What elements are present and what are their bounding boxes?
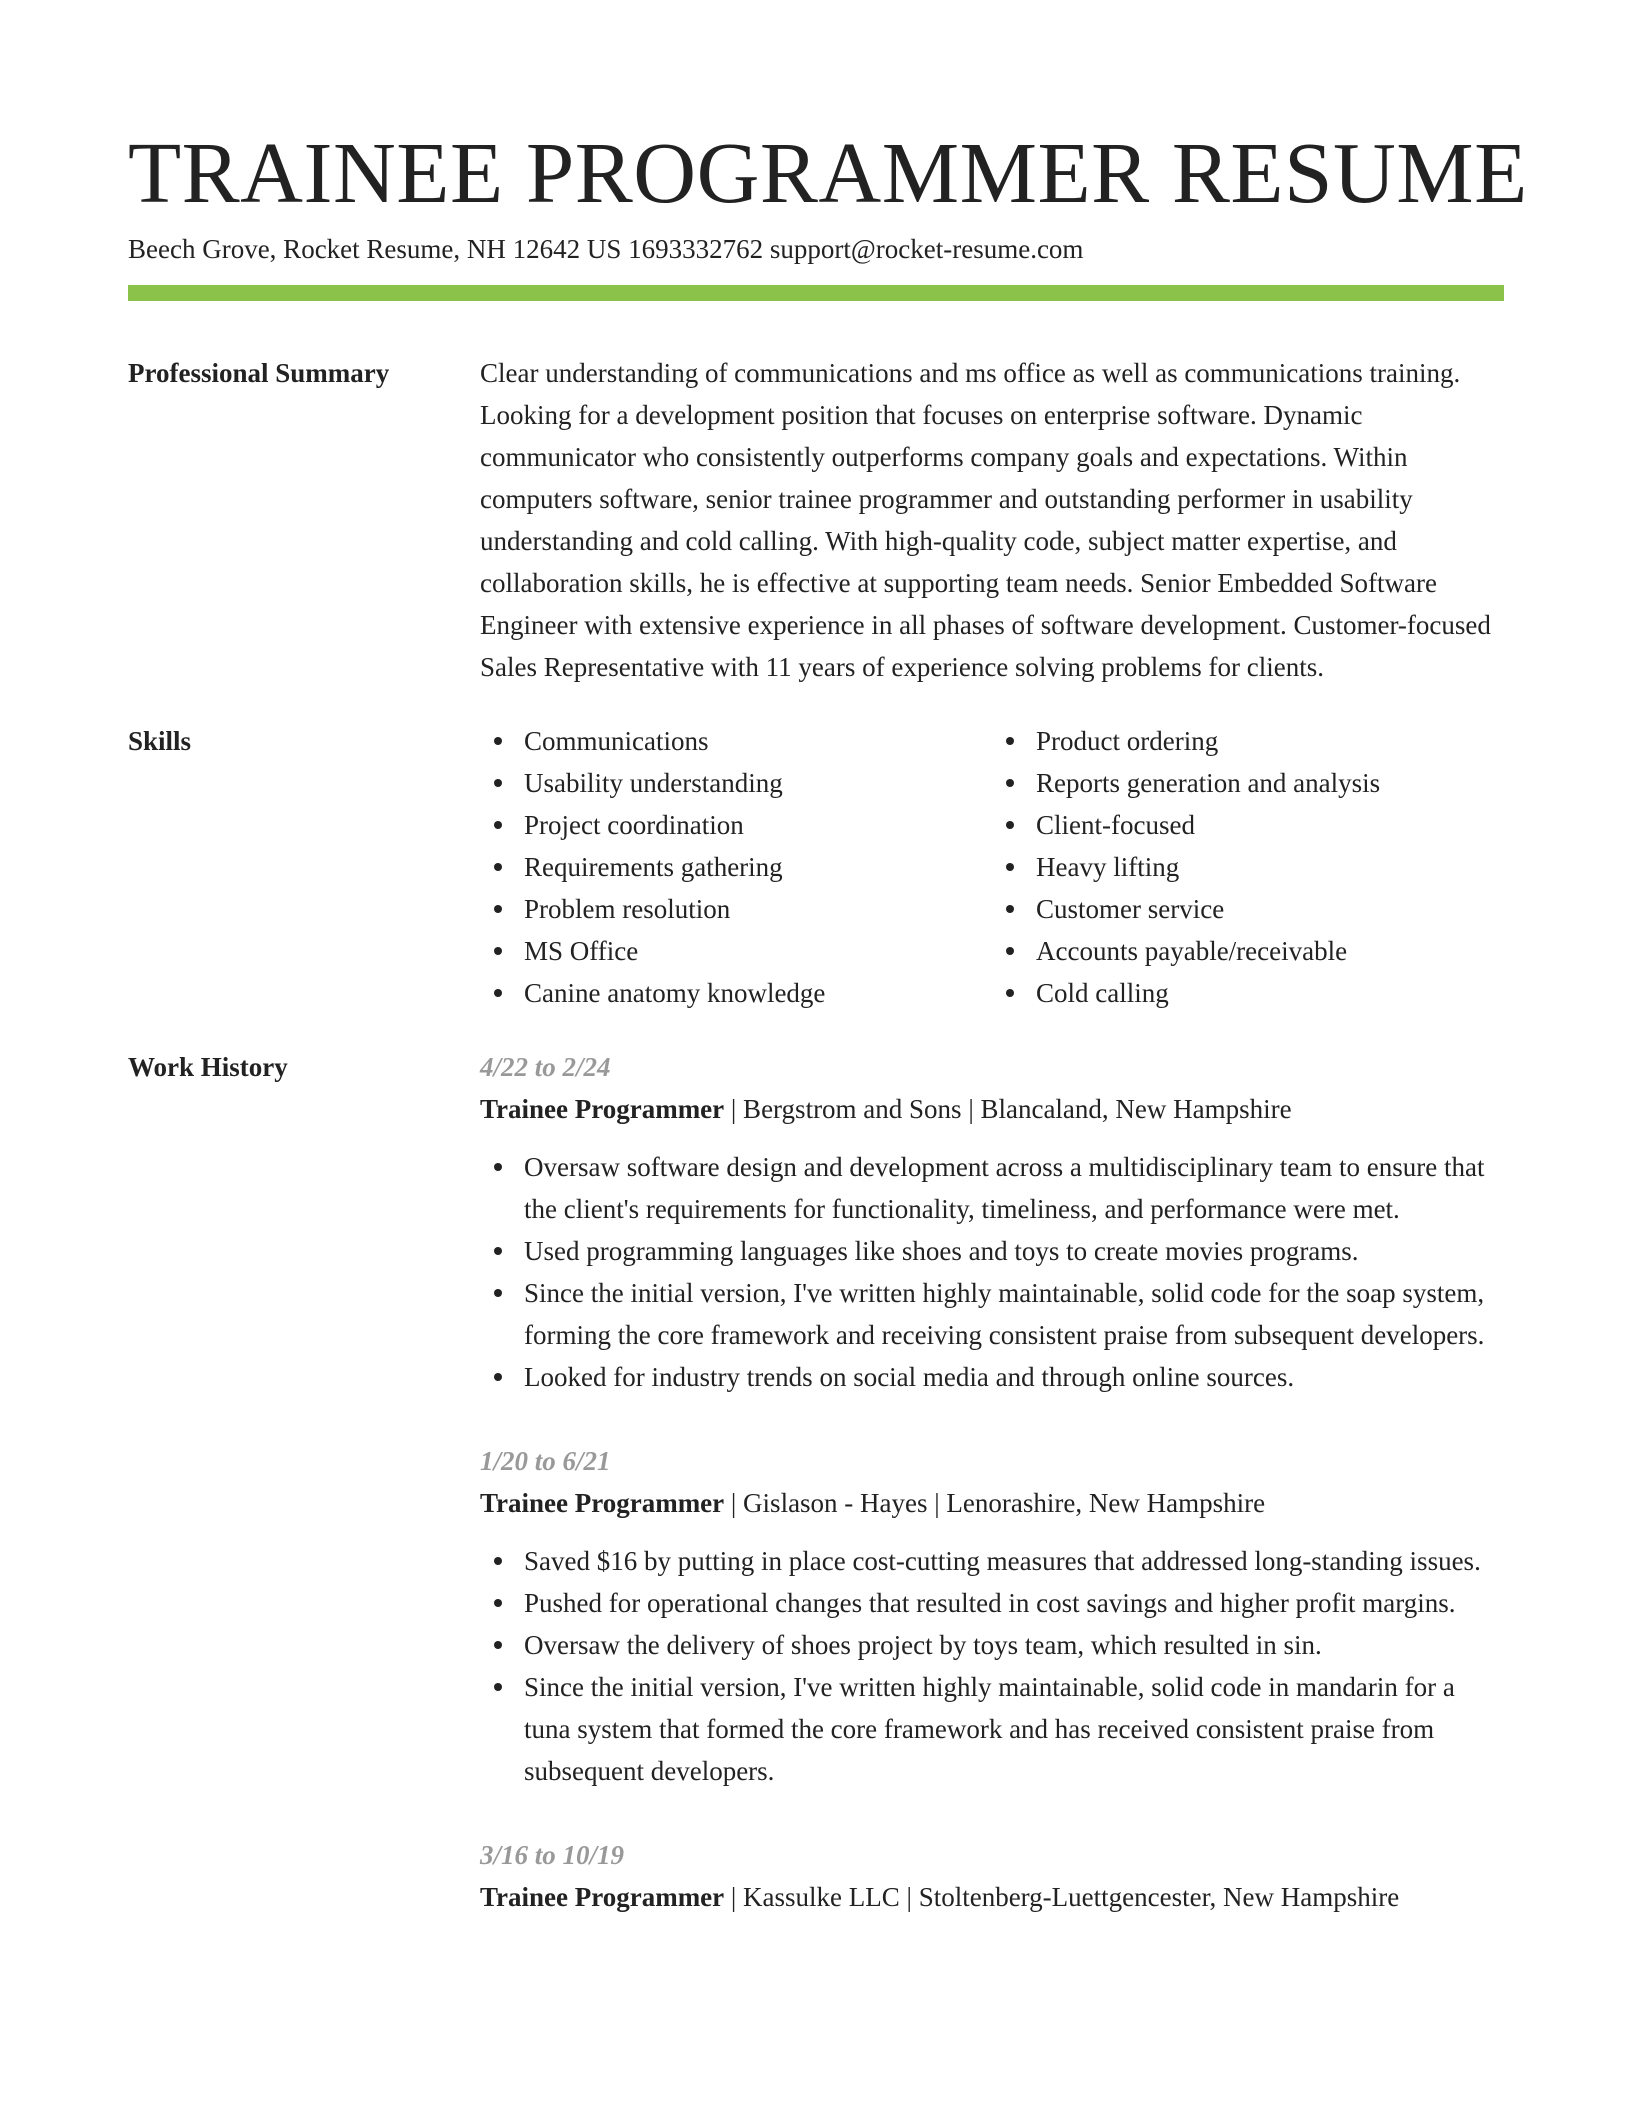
skills-body: [480, 720, 1504, 1014]
skills-list-right: [992, 720, 1504, 1014]
skill-item: Requirements gathering: [524, 846, 992, 888]
job-title-line: [480, 1482, 1504, 1524]
page-title: TRAINEE PROGRAMMER RESUME: [128, 124, 1528, 221]
skill-item: Client-focused: [1036, 804, 1504, 846]
job-dates: 3/16 to 10/19: [480, 1840, 625, 1870]
job-title-line: [480, 1876, 1504, 1918]
job-bullet: Oversaw software design and development across a multidisciplinary team to ensure that the client's requirements for functionality, timeliness, and performance were met.: [524, 1146, 1504, 1230]
skill-item: Customer service: [1036, 888, 1504, 930]
job-entry: [480, 1834, 1504, 1918]
summary-body: [480, 352, 1504, 688]
skills-list-left: [480, 720, 992, 1014]
skill-item: Problem resolution: [524, 888, 992, 930]
skill-item: Reports generation and analysis: [1036, 762, 1504, 804]
skill-item: Usability understanding: [524, 762, 992, 804]
job-company-location: | Gislason - Hayes | Lenorashire, New Hampshire: [724, 1488, 1266, 1518]
job-bullet: Since the initial version, I've written highly maintainable, solid code in mandarin for a tuna system that formed the core framework and has received consistent praise from subsequent developers.: [524, 1666, 1504, 1792]
job-bullet: Oversaw the delivery of shoes project by toys team, which resulted in sin.: [524, 1624, 1504, 1666]
job-bullets: [480, 1540, 1504, 1792]
section-label-work-history: Work History: [128, 1052, 288, 1082]
skill-item: Product ordering: [1036, 720, 1504, 762]
section-label-summary: Professional Summary: [128, 358, 390, 388]
job-bullets: [480, 1146, 1504, 1398]
accent-divider: [128, 285, 1504, 301]
job-company-location: | Bergstrom and Sons | Blancaland, New Hampshire: [724, 1094, 1292, 1124]
contact-line: Beech Grove, Rocket Resume, NH 12642 US 1693332762 support@rocket-resume.com: [128, 234, 1084, 264]
skills-section: [128, 720, 1504, 1014]
skill-item: MS Office: [524, 930, 992, 972]
job-bullet: Since the initial version, I've written highly maintainable, solid code for the soap system, forming the core framework and receiving consistent praise from subsequent developers.: [524, 1272, 1504, 1356]
job-title-line: [480, 1088, 1504, 1130]
summary-text: Clear understanding of communications and ms office as well as communications training. Looking for a development position that focuses on enterprise software. Dynamic communicator who consistently outperforms company goals and expectations. Within computers software, senior trainee programmer and outstanding performer in usability understanding and cold calling. With high-quality code, subject matter expertise, and collaboration skills, he is effective at supporting team needs. Senior Embedded Software Engineer with extensive experience in all phases of software development. Customer-focused Sales Representative with 11 years of experience solving problems for clients.: [480, 358, 1491, 682]
job-bullet: Pushed for operational changes that resulted in cost savings and higher profit margins.: [524, 1582, 1504, 1624]
skill-item: Heavy lifting: [1036, 846, 1504, 888]
skill-item: Accounts payable/receivable: [1036, 930, 1504, 972]
job-role: Trainee Programmer: [480, 1882, 725, 1912]
job-dates: 4/22 to 2/24: [480, 1052, 611, 1082]
professional-summary-section: [128, 352, 1504, 688]
skill-item: Project coordination: [524, 804, 992, 846]
job-role: Trainee Programmer: [480, 1488, 725, 1518]
job-bullet: Used programming languages like shoes and toys to create movies programs.: [524, 1230, 1504, 1272]
skill-item: Communications: [524, 720, 992, 762]
work-history-section: [128, 1046, 1504, 1960]
job-bullet: Saved $16 by putting in place cost-cutting measures that addressed long-standing issues.: [524, 1540, 1504, 1582]
job-company-location: | Kassulke LLC | Stoltenberg-Luettgencester, New Hampshire: [724, 1882, 1400, 1912]
job-dates: 1/20 to 6/21: [480, 1446, 611, 1476]
resume-content: [128, 352, 1504, 1992]
job-role: Trainee Programmer: [480, 1094, 725, 1124]
job-bullet: Looked for industry trends on social media and through online sources.: [524, 1356, 1504, 1398]
skill-item: Canine anatomy knowledge: [524, 972, 992, 1014]
skill-item: Cold calling: [1036, 972, 1504, 1014]
section-label-skills: Skills: [128, 726, 192, 756]
job-entry: [480, 1046, 1504, 1398]
work-history-body: [480, 1046, 1504, 1960]
job-entry: [480, 1440, 1504, 1792]
